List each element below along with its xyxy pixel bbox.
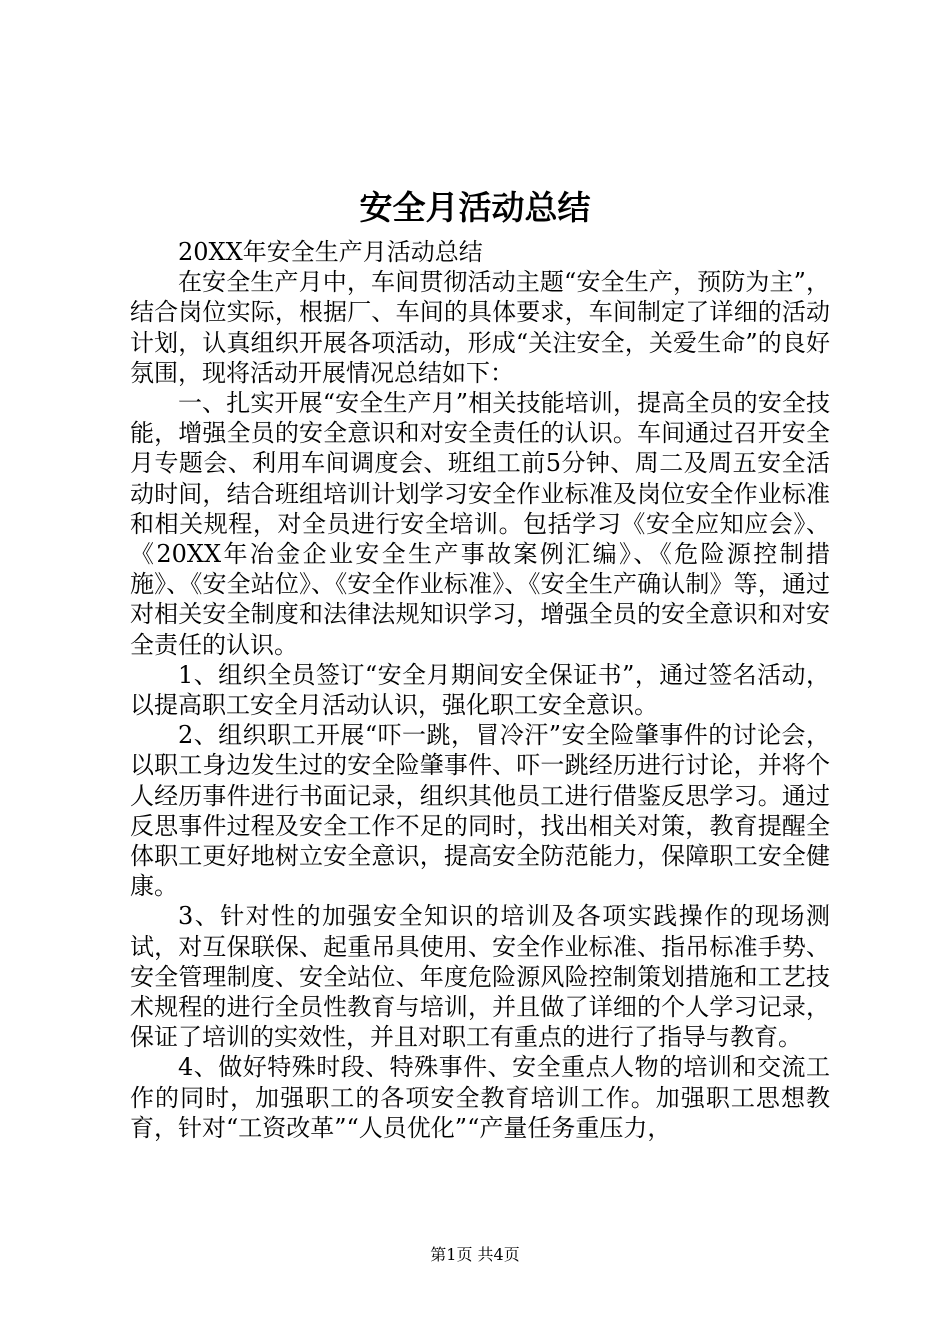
- document-title: 安全月活动总结: [359, 188, 591, 227]
- body-paragraph: 在安全生产月中，车间贯彻活动主题“安全生产，预防为主”，结合岗位实际，根据厂、车间的具体要求，车间制定了详细的活动计划，认真组织开展各项活动，形成“关注安全，关爱生命”的良好氛围，现将活动开展情况总结如下：: [130, 268, 830, 387]
- body-paragraph: 4、做好特殊时段、特殊事件、安全重点人物的培训和交流工作的同时，加强职工的各项安全教育培训工作。加强职工思想教育，针对“工资改革”“人员优化”“产量任务重压力，: [130, 1053, 830, 1142]
- body-paragraph: 3、针对性的加强安全知识的培训及各项实践操作的现场测试，对互保联保、起重吊具使用、安全作业标准、指吊标准手势、安全管理制度、安全站位、年度危险源风险控制策划措施和工艺技术规程的进行全员性教育与培训，并且做了详细的个人学习记录，保证了培训的实效性，并且对职工有重点的进行了指导与教育。: [130, 902, 830, 1052]
- document-body: [130, 237, 830, 1143]
- page-number-footer: 第1页 共4页: [430, 1245, 520, 1264]
- body-paragraph: 2、组织职工开展“吓一跳，冒冷汗”安全险肇事件的讨论会，以职工身边发生过的安全险肇事件、吓一跳经历进行讨论，并将个人经历事件进行书面记录，组织其他员工进行借鉴反思学习。通过反思事件过程及安全工作不足的同时，找出相关对策，教育提醒全体职工更好地树立安全意识，提高安全防范能力，保障职工安全健康。: [130, 721, 830, 901]
- body-paragraph: 1、组织全员签订“安全月期间安全保证书”，通过签名活动，以提高职工安全月活动认识，强化职工安全意识。: [130, 660, 830, 720]
- body-paragraph: 20XX年安全生产月活动总结: [178, 238, 483, 266]
- body-paragraph: 一、扎实开展“安全生产月”相关技能培训，提高全员的安全技能，增强全员的安全意识和对安全责任的认识。车间通过召开安全月专题会、利用车间调度会、班组工前5分钟、周二及周五安全活动时间，结合班组培训计划学习安全作业标准及岗位安全作业标准和相关规程，对全员进行安全培训。包括学习《安全应知应会》、《20XX年冶金企业安全生产事故案例汇编》、《危险源控制措施》、《安全站位》、《安全作业标准》、《安全生产确认制》等，通过对相关安全制度和法律法规知识学习，增强全员的安全意识和对安全责任的认识。: [130, 389, 830, 659]
